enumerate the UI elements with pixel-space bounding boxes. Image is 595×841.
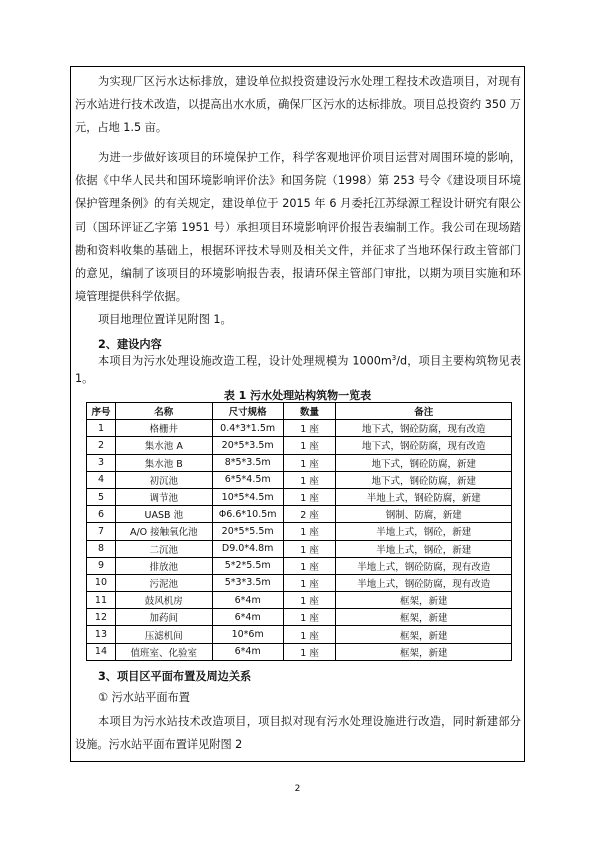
table-cell: D9.0*4.8m	[212, 540, 283, 557]
table-row	[87, 471, 512, 488]
table-cell: 5	[87, 488, 116, 505]
table-cell: 框架，新建	[336, 592, 512, 609]
page-number: 2	[294, 784, 301, 794]
table-cell: 13	[87, 626, 116, 643]
table-cell: 8	[87, 540, 116, 557]
table-cell: UASB 池	[115, 506, 212, 523]
table-cell: 鼓风机房	[115, 592, 212, 609]
table-cell: 9	[87, 557, 116, 574]
table-cell: 5*3*3.5m	[212, 574, 283, 591]
table-row	[87, 643, 512, 660]
table-cell: 1 座	[283, 643, 336, 660]
section-heading-layout: 3、项目区平面布置及周边关系	[98, 670, 252, 683]
table-cell: 框架，新建	[336, 609, 512, 626]
table-cell: 地下式，钢砼防腐，现有改造	[336, 420, 512, 437]
table-cell: 地下式，钢砼防腐，新建	[336, 454, 512, 471]
table-cell: 半地上式，钢砼，新建	[336, 540, 512, 557]
table-cell: 5*2*5.5m	[212, 557, 283, 574]
table-cell: 初沉池	[115, 471, 212, 488]
table-row	[87, 506, 512, 523]
table-cell: 集水池 A	[115, 437, 212, 454]
table-cell: 格栅井	[115, 420, 212, 437]
table-cell: 排放池	[115, 557, 212, 574]
table-cell: 半地上式，钢砼，新建	[336, 523, 512, 540]
section-heading-construction: 2、建设内容	[98, 338, 162, 351]
table-cell: 压滤机间	[115, 626, 212, 643]
table-row	[87, 420, 512, 437]
table-cell: 1 座	[283, 488, 336, 505]
table-cell: 调节池	[115, 488, 212, 505]
table-cell: 1 座	[283, 437, 336, 454]
table-cell: 7	[87, 523, 116, 540]
table-cell: 1 座	[283, 471, 336, 488]
table-row	[87, 454, 512, 471]
table-row	[87, 574, 512, 591]
table-row	[87, 609, 512, 626]
table-row	[87, 626, 512, 643]
table-cell: 值班室、化验室	[115, 643, 212, 660]
table-row	[87, 540, 512, 557]
table-cell: 1 座	[283, 454, 336, 471]
table-row	[87, 592, 512, 609]
table-cell: 4	[87, 471, 116, 488]
table-cell: 6	[87, 506, 116, 523]
header-cell: 备注	[336, 403, 512, 420]
table-cell: 14	[87, 643, 116, 660]
location-paragraph: 项目地理位置详见附图 1。	[98, 313, 232, 326]
table-cell: 框架，新建	[336, 626, 512, 643]
layout-paragraph: 本项目为污水站技术改造项目，项目拟对现有污水处理设施进行改造，同时新建部分设施。污水站平面布置详见附图 2	[75, 715, 521, 752]
table-cell: 1 座	[283, 609, 336, 626]
table-cell: 2 座	[283, 506, 336, 523]
table-cell: 11	[87, 592, 116, 609]
table-row	[87, 523, 512, 540]
table-cell: 1	[87, 420, 116, 437]
table-cell: 6*4m	[212, 609, 283, 626]
table-cell: 3	[87, 454, 116, 471]
table-caption: 表 1 污水处理站构筑物一览表	[223, 389, 372, 402]
subsection-heading: ① 污水站平面布置	[98, 691, 190, 704]
table-cell: 1 座	[283, 523, 336, 540]
table-cell: 半地上式，钢砼防腐，新建	[336, 488, 512, 505]
header-cell: 序号	[87, 403, 116, 420]
structures-table	[86, 402, 512, 661]
construction-paragraph: 本项目为污水处理设施改造工程，设计处理规模为 $1000m^3/d$，项目主要构筑物见表 1。	[75, 354, 522, 385]
header-cell: 尺寸规格	[212, 403, 283, 420]
table-cell: 2	[87, 437, 116, 454]
header-cell: 名称	[115, 403, 212, 420]
table-cell: 1 座	[283, 592, 336, 609]
table-cell: 框架，新建	[336, 643, 512, 660]
table-cell: 8*5*3.5m	[212, 454, 283, 471]
table-row	[87, 488, 512, 505]
table-cell: 二沉池	[115, 540, 212, 557]
table-cell: 0.4*3*1.5m	[212, 420, 283, 437]
table-row	[87, 437, 512, 454]
table-cell: 集水池 B	[115, 454, 212, 471]
table-cell: 地下式，钢砼防腐，新建	[336, 471, 512, 488]
table-cell: 10	[87, 574, 116, 591]
table-cell: 1 座	[283, 626, 336, 643]
background-paragraph: 为进一步做好该项目的环境保护工作，科学客观地评价项目运营对周围环境的影响，依据《中华人民共和国环境影响评价法》和国务院（1998）第 253 号令《建设项目环境保护管理条例》的有关规定，建设单位于 2015 年 6 月委托江苏绿源工程设计研究有限公司（国环评证乙字第 1951 号）承担项目环境影响评价报告表编制工作。我公司在现场踏勘和资料收集的基础上，根据环评技术导则及相关文件，并征求了当地环保行政主管部门的意见，编制了该项目的环境影响报告表，报请环保主管部门审批，以期为项目实施和环境管理提供科学依据。	[75, 151, 521, 304]
table-cell: 10*5*4.5m	[212, 488, 283, 505]
table-cell: 1 座	[283, 540, 336, 557]
table-cell: 半地上式，钢砼防腐，现有改造	[336, 557, 512, 574]
table-cell: 地下式，钢砼防腐，现有改造	[336, 437, 512, 454]
table-cell: 20*5*5.5m	[212, 523, 283, 540]
table-cell: 10*6m	[212, 626, 283, 643]
table-cell: 6*5*4.5m	[212, 471, 283, 488]
table-cell: 1 座	[283, 574, 336, 591]
header-cell: 数量	[283, 403, 336, 420]
table-cell: 污泥池	[115, 574, 212, 591]
table-cell: 20*5*3.5m	[212, 437, 283, 454]
table-cell: 12	[87, 609, 116, 626]
table-cell: 6*4m	[212, 592, 283, 609]
table-header-row	[87, 403, 512, 420]
table-cell: 加药间	[115, 609, 212, 626]
table-cell: 6*4m	[212, 643, 283, 660]
table-cell: A/O 接触氧化池	[115, 523, 212, 540]
table-cell: Φ6.6*10.5m	[212, 506, 283, 523]
table-cell: 钢制、防腐，新建	[336, 506, 512, 523]
table-cell: 半地上式，钢砼防腐，现有改造	[336, 574, 512, 591]
table-cell: 1 座	[283, 420, 336, 437]
table-row	[87, 557, 512, 574]
intro-paragraph: 为实现厂区污水达标排放，建设单位拟投资建设污水处理工程技术改造项目，对现有污水站进行技术改造，以提高出水水质，确保厂区污水的达标排放。项目总投资约 350 万元，占地 1.5 亩。	[75, 75, 521, 135]
table-cell: 1 座	[283, 557, 336, 574]
